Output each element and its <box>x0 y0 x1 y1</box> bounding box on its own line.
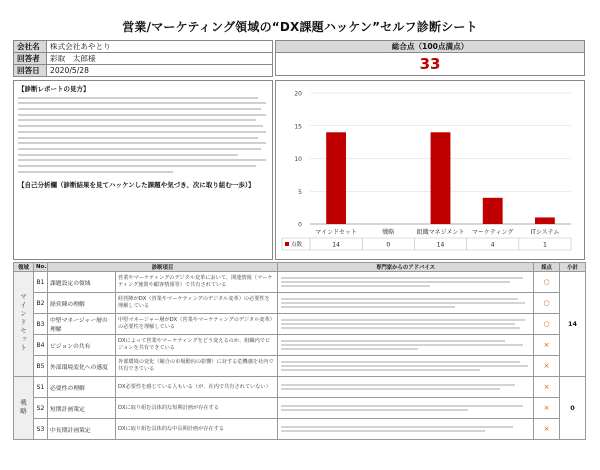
row-mark: × <box>534 335 560 356</box>
row-content: DXによって営業やマーケティングをどう変えるのか、組織内でビジョンを共有できている <box>116 335 278 356</box>
row-item: ビジョンの共有 <box>48 335 116 356</box>
answer-date-value: 2020/5/28 <box>47 65 273 77</box>
table-row <box>14 314 586 335</box>
row-content: DX必要性を感じている人もいる（が、社内で共有されていない） <box>116 377 278 398</box>
table-row <box>14 398 586 419</box>
group-strategy-subtotal: 0 <box>560 377 586 440</box>
row-no: S2 <box>34 398 48 419</box>
row-advice <box>278 419 534 440</box>
row-mark: ○ <box>534 272 560 293</box>
chart-bar <box>326 132 346 224</box>
respondent-label: 回答者 <box>14 53 47 65</box>
report-guide-heading: 【診断レポートの見方】 <box>18 85 90 93</box>
table-row <box>14 419 586 440</box>
total-score-label: 総合点（100点満点） <box>276 41 584 53</box>
data-value-label: 4 <box>490 241 495 249</box>
header-subtotal: 小計 <box>560 263 586 272</box>
row-item: 中堅マネージャー層の理解 <box>48 314 116 335</box>
row-item: 外部環境変化への感度 <box>48 356 116 377</box>
respondent-row <box>14 53 273 65</box>
row-advice <box>278 293 534 314</box>
row-no: B5 <box>34 356 48 377</box>
row-mark: ○ <box>534 293 560 314</box>
y-tick-label: 10 <box>294 156 302 163</box>
table-row <box>14 356 586 377</box>
company-row <box>14 41 273 53</box>
row-item: 経営陣の理解 <box>48 293 116 314</box>
respondent-info-table <box>13 40 273 77</box>
row-mark: × <box>534 398 560 419</box>
diagnosis-table <box>13 262 586 440</box>
row-no: B3 <box>34 314 48 335</box>
table-row <box>14 293 586 314</box>
row-advice <box>278 272 534 293</box>
chart-bar <box>535 217 555 224</box>
row-mark: × <box>534 356 560 377</box>
row-no: B1 <box>34 272 48 293</box>
data-value-label: 1 <box>542 241 547 249</box>
data-value-label: 14 <box>332 241 340 249</box>
sheet-title: 営業/マーケティング領域の“DX課題ハッケン”セルフ診断シート <box>122 20 478 34</box>
y-tick-label: 15 <box>294 123 302 131</box>
chart-bar <box>483 198 503 224</box>
group-mindset-subtotal: 14 <box>560 272 586 377</box>
header-no: No. <box>34 263 48 272</box>
legend-swatch <box>285 242 289 246</box>
y-tick-label: 20 <box>294 90 302 98</box>
total-score-value: 33 <box>419 55 441 73</box>
x-tick-label: マインドセット <box>315 229 357 236</box>
row-no: B4 <box>34 335 48 356</box>
y-tick-label: 5 <box>298 188 302 196</box>
header-item: 診断項目 <box>48 263 278 272</box>
table-row <box>14 377 586 398</box>
row-content: DXに取り組む具体的な中長期計画が存在する <box>116 419 278 440</box>
x-tick-label: 戦略 <box>382 229 395 236</box>
row-content: DXに取り組む具体的な短期計画が存在する <box>116 398 278 419</box>
header-domain: 領域 <box>14 263 34 272</box>
group-strategy <box>14 377 34 440</box>
score-chart <box>275 80 585 260</box>
table-row <box>14 272 586 293</box>
row-content: 営業やマーケティングのデジタル変革において、関連情報（マーケティング施策や顧客情報等）で共有されている <box>116 272 278 293</box>
row-mark: × <box>534 377 560 398</box>
total-score-box <box>275 40 585 76</box>
row-mark: ○ <box>534 314 560 335</box>
self-analysis-heading: 【自己分析欄（診断結果を見てハッケンした課題や気づき、次に取り組む一歩）】 <box>18 180 255 189</box>
answer-date-label: 回答日 <box>14 65 47 77</box>
header-mark: 採点 <box>534 263 560 272</box>
row-advice <box>278 335 534 356</box>
data-value-label: 14 <box>436 241 445 249</box>
row-content: 経営陣がDX（営業やマーケティングのデジタル変革）の必要性を理解している <box>116 293 278 314</box>
table-row <box>14 335 586 356</box>
row-item: 短期計画策定 <box>48 398 116 419</box>
answer-date-row <box>14 65 273 77</box>
x-tick-label: マーケティング <box>472 229 514 236</box>
x-tick-label: ITシステム <box>530 229 560 236</box>
respondent-value: 彩取 太郎様 <box>47 53 273 65</box>
diagnosis-header-row <box>14 263 586 272</box>
legend-series-name: 点数 <box>291 242 303 248</box>
report-guide-text <box>18 97 268 173</box>
row-content: 外部環境の変化（競合の市場動向の影響）に対する危機感を社内で共有できている <box>116 356 278 377</box>
row-advice <box>278 356 534 377</box>
report-panel <box>13 80 273 260</box>
company-value: 株式会社あやとり <box>47 41 273 53</box>
row-item: 中長期計画策定 <box>48 419 116 440</box>
row-advice <box>278 377 534 398</box>
group-strategy-label: 戦略 <box>19 398 27 416</box>
row-no: S3 <box>34 419 48 440</box>
row-item: 課題設定の領域 <box>48 272 116 293</box>
header-advice: 専門家からのアドバイス <box>278 263 534 272</box>
data-value-label: 0 <box>386 241 391 249</box>
company-label: 会社名 <box>14 41 47 53</box>
row-content: 中堅マネージャー層がDX（営業やマーケティングのデジタル変革）の必要性を理解している <box>116 314 278 335</box>
y-tick-label: 0 <box>298 221 302 229</box>
row-advice <box>278 398 534 419</box>
row-mark: × <box>534 419 560 440</box>
chart-bar <box>431 132 451 224</box>
x-tick-label: 組織マネジメント <box>416 229 465 236</box>
score-bar-chart <box>276 81 586 261</box>
group-mindset-label: マインドセット <box>19 293 27 353</box>
group-mindset <box>14 272 34 377</box>
row-advice <box>278 314 534 335</box>
row-item: 必要性の理解 <box>48 377 116 398</box>
row-no: B2 <box>34 293 48 314</box>
row-no: S1 <box>34 377 48 398</box>
